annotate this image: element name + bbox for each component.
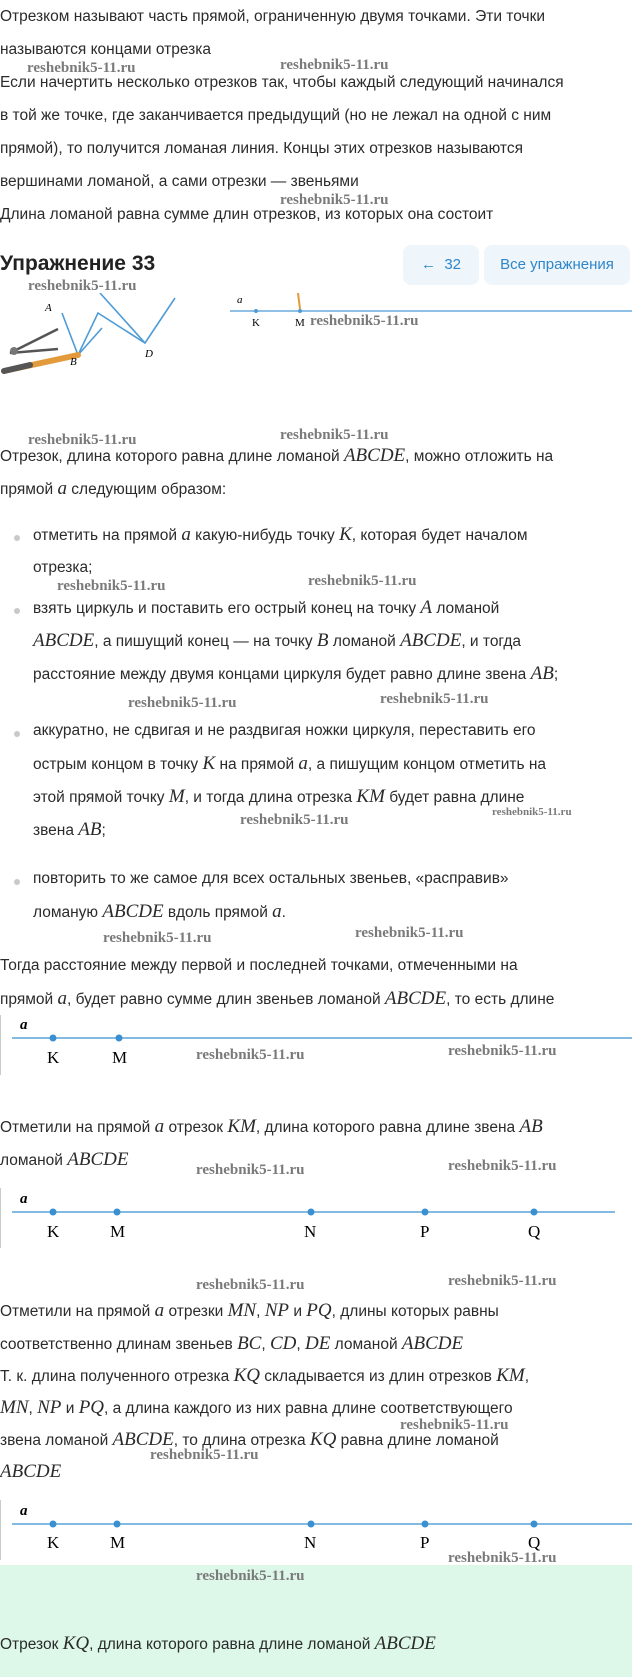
list-bullet [14,608,20,614]
line-label: a [20,1017,28,1033]
prev-exercise-button[interactable] [403,245,479,285]
solution-line: Т. к. длина полученного отрезка KQ складывается из длин отрезков KM, [0,1365,530,1386]
watermark: reshebnik5-11.ru [448,1158,557,1174]
watermark: reshebnik5-11.ru [196,1277,305,1293]
theory-line: Отрезком называют часть прямой, ограниченную двумя точками. Эти точки [0,8,546,25]
list-item-cont: расстояние между двумя концами циркуля будет равно длине звена AB; [33,663,559,684]
watermark: reshebnik5-11.ru [400,1417,509,1433]
point-label: K [47,1222,60,1241]
list-item-cont: ABCDE, а пишущий конец — на точку B ломаной ABCDE, и тогда [33,630,522,651]
point-m-dot [116,1035,123,1042]
watermark: reshebnik5-11.ru [196,1162,305,1178]
point-label: K [252,317,260,329]
list-item: отметить на прямой a какую-нибудь точку K, которая будет началом [33,524,528,545]
watermark: reshebnik5-11.ru [128,695,237,711]
watermark: reshebnik5-11.ru [280,192,389,208]
watermark: reshebnik5-11.ru [196,1047,305,1063]
solution-line: Отметили на прямой a отрезок KM, длина которого равна длине звена AB [0,1116,543,1137]
point-label: Q [528,1222,541,1241]
watermark: reshebnik5-11.ru [448,1043,557,1059]
exercise-title: Упражнение 33 [0,252,156,275]
list-item: взять циркуль и поставить его острый конец на точку A ломаной [33,597,500,618]
point-n-dot [308,1209,315,1216]
list-bullet [14,731,20,737]
vertex-label: B [70,356,77,368]
point-q-dot [531,1209,538,1216]
point-label: K [47,1048,60,1067]
list-bullet [14,535,20,541]
theory-line: прямой), то получится ломаная линия. Концы этих отрезков называются [0,140,523,157]
watermark: reshebnik5-11.ru [28,432,137,448]
list-bullet [14,879,20,885]
watermark: reshebnik5-11.ru [308,573,417,589]
point-label: Q [528,1533,541,1552]
textbook-figure [0,293,632,383]
arrow-left-icon: ← [420,256,436,273]
watermark: reshebnik5-11.ru [448,1273,557,1289]
solution-line: ABCDE [0,1461,62,1482]
watermark: reshebnik5-11.ru [57,578,166,594]
theory-line: называются концами отрезка [0,41,211,58]
point-k-dot [50,1035,57,1042]
solution-line: ломаной ABCDE [0,1149,129,1170]
solution-line: прямой a следующим образом: [0,478,227,499]
point-p-dot [422,1521,429,1528]
vertex-label: A [45,302,52,314]
list-item-cont: звена AB; [33,819,106,840]
vertex-label: D [145,348,153,360]
watermark: reshebnik5-11.ru [492,806,572,818]
all-exercises-button[interactable]: Все упражнения [484,245,630,285]
solution-line: соответственно длинам звеньев BC, CD, DE ломаной ABCDE [0,1333,464,1354]
theory-line: вершинами ломаной, а сами отрезки — звеньями [0,173,359,190]
solution-line: прямой a, будет равно сумме длин звеньев ломаной ABCDE, то есть длине [0,988,555,1009]
point-k-dot [50,1521,57,1528]
point-label: K [47,1533,60,1552]
point-label: P [420,1222,430,1241]
solution-line: Тогда расстояние между первой и последней точками, отмеченными на [0,957,518,974]
list-item-cont: этой прямой точку M, и тогда длина отрезка KM будет равна длине [33,786,525,807]
point-m-dot [114,1521,121,1528]
watermark: reshebnik5-11.ru [310,313,419,329]
solution-line: Отрезок, длина которого равна длине ломаной ABCDE, можно отложить на [0,445,554,466]
theory-line: в той же точке, где заканчивается предыдущий (но не лежал на одной с ним [0,107,552,124]
watermark: reshebnik5-11.ru [380,691,489,707]
point-label: N [304,1222,317,1241]
solution-line: Отметили на прямой a отрезки MN, NP и PQ, длины которых равны [0,1300,499,1321]
point-label: M [110,1533,126,1552]
list-item-cont: отрезка; [33,559,93,576]
watermark: reshebnik5-11.ru [240,812,349,828]
point-label: M [110,1222,126,1241]
watermark: reshebnik5-11.ru [280,57,389,73]
prev-exercise-label: 32 [444,256,462,273]
watermark: reshebnik5-11.ru [355,925,464,941]
line-label: a [237,294,243,306]
theory-line: Если начертить несколько отрезков так, чтобы каждый следующий начинался [0,74,564,91]
point-m-dot [114,1209,121,1216]
point-p-dot [422,1209,429,1216]
point-label: N [304,1533,317,1552]
figure-line-a [230,293,632,329]
list-item-cont: острым концом в точку K на прямой a, а пишущим концом отметить на [33,753,547,774]
point-label: M [112,1048,128,1067]
watermark: reshebnik5-11.ru [28,278,137,294]
list-item: аккуратно, не сдвигая и не раздвигая ножки циркуля, переставить его [33,722,536,739]
watermark: reshebnik5-11.ru [103,930,212,946]
point-q-dot [531,1521,538,1528]
list-item-cont: ломаную ABCDE вдоль прямой a. [33,901,286,922]
list-item: повторить то же самое для всех остальных звеньев, «расправив» [33,870,509,887]
point-label: M [295,317,305,329]
watermark: reshebnik5-11.ru [150,1447,259,1463]
polyline-figure [4,293,175,371]
solution-line: MN, NP и PQ, а длина каждого из них равна длине соответствующего [0,1397,513,1418]
line-label: a [20,1191,28,1207]
watermark: reshebnik5-11.ru [280,427,389,443]
watermark: reshebnik5-11.ru [196,1568,305,1584]
theory-line: Длина ломаной равна сумме длин отрезков, из которых она состоит [0,206,494,223]
answer-text: Отрезок KQ, длина которого равна длине ломаной ABCDE [0,1633,436,1654]
line-label: a [20,1503,28,1519]
number-line-diagram-2 [0,1188,632,1248]
watermark: reshebnik5-11.ru [27,60,136,76]
point-n-dot [308,1521,315,1528]
point-label: P [420,1533,430,1552]
solution-line: звена ломаной ABCDE, то длина отрезка KQ равна длине ломаной [0,1429,499,1450]
point-k-dot [50,1209,57,1216]
watermark: reshebnik5-11.ru [448,1550,557,1566]
